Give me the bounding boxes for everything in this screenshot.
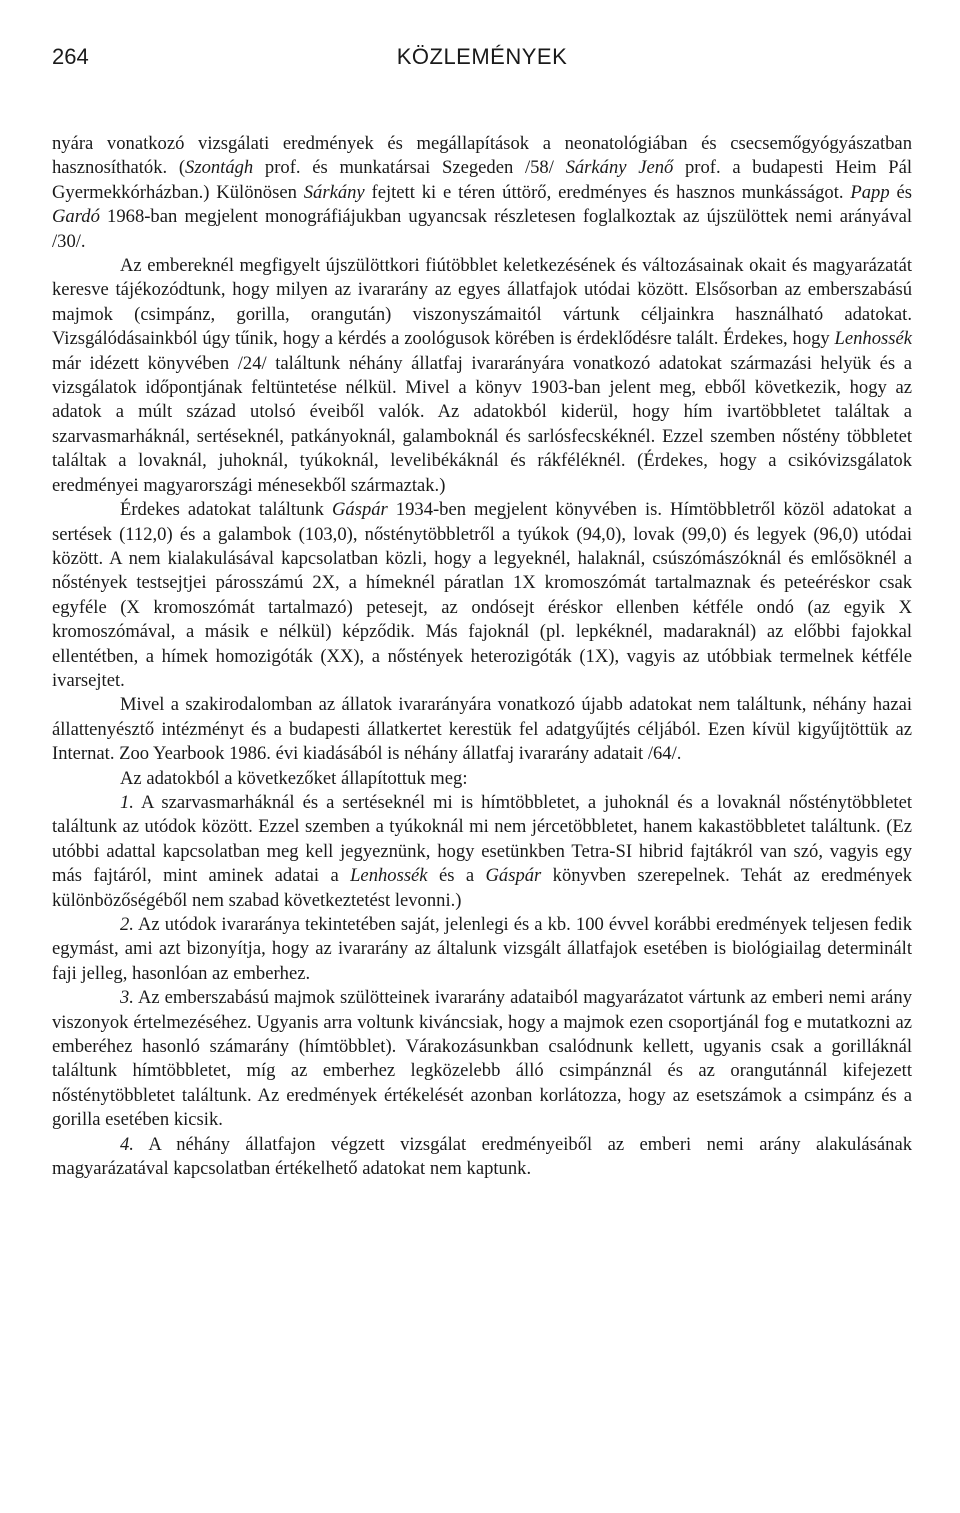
italic-text: Lenhossék — [350, 865, 428, 887]
text-run: és — [889, 181, 912, 203]
italic-text: 1. — [120, 791, 134, 813]
text-run: és a — [427, 865, 486, 887]
paragraph-2 — [52, 254, 912, 498]
body-text — [52, 132, 912, 1181]
italic-text: Szontágh — [185, 157, 254, 179]
italic-text: Gáspár — [485, 865, 542, 887]
text-run: Az emberszabású majmok szülötteinek ivararány adataiból magyarázatot vártunk az emberi nemi arány viszonyok értelmezéséhez. Ugyanis arra voltunk kiváncsiak, hogy a majmok ezen csoportjánál fog e mutatkozni az emberéhez hasonló számarány (hímtöbblet). Várakozásunkban csalódnunk kellett, ugyanis csak a gorilláknál találtunk hímtöbbletet, míg az emberhez legközelebb álló csimpánznál és az orangutánnál kifejezett nősténytöbbletet találtunk. Az eredmények értékelését azonban korlátozza, hogy az esetszámok a csimpánz és a gorilla esetében kicsik. — [52, 987, 912, 1131]
text-run: Mivel a szakirodalomban az állatok ivararányára vonatkozó újabb adatokat nem találtunk, néhány hazai állattenyésztő intézményt és a budapesti állatkertet kerestük fel adatgyűjtés céljából. Ezen kívül kigyűjtöttük az Internat. Zoo Yearbook 1986. évi kiadásából is néhány állatfaj ivararány adatait /64/. — [52, 694, 912, 765]
italic-text: 3. — [120, 987, 134, 1009]
conclusion-item-4 — [52, 1133, 912, 1182]
paragraph-1 — [52, 132, 912, 254]
text-run: Érdekes adatokat találtunk — [120, 499, 332, 521]
text-run: Az adatokból a következőket állapítottuk meg: — [120, 767, 468, 789]
conclusion-item-2 — [52, 913, 912, 986]
text-run: nyára vonatkozó vizsgálati eredmények és megállapítások a neonatológiában és csecsemőgyógyászatban hasznosíthatók. ( — [52, 133, 912, 179]
paragraph-5 — [52, 767, 912, 791]
italic-text: Sárkány — [303, 181, 365, 203]
italic-text: Lenhossék — [834, 328, 912, 350]
text-run: 1934-ben megjelent könyvében is. Hímtöbbletről közöl adatokat a sertések (112,0) és a galambok (103,0), nősténytöbbletről a tyúkok (94,0), lovak (99,0) és legyek (96,0) utódai között. A nem kialakulásával kapcsolatban közli, hogy a legyeknél, halaknál, csúszómászóknál és emlősöknél a nőstények testsejtjei párosszámú 2X, a hímeknél páratlan 1X kromoszómát tartalmaznak és peteéréskor csak egyféle (X kromoszómát tartalmazó) petesejt, az ondósejt éréskor ellenben kétféle ondó (az egyik X kromoszómával, a másik e nélkül) képződik. Más fajoknál (pl. lepkéknél, madaraknál) az előbbi fajokkal ellentétben, a hímek homozigóták (XX), a nőstények heterozigóták (1X), vagyis az utóbbiak termelnek kétféle ivarsejtet. — [52, 499, 912, 691]
text-run: fejtett ki e téren úttörő, eredményes és hasznos munkásságot. — [364, 181, 851, 203]
page-header — [52, 40, 912, 80]
text-run: Az utódok ivararánya tekintetében saját, jelenlegi és a kb. 100 évvel korábbi eredmények teljesen fedik egymást, ami azt bizonyítja, hogy az ivararány az általunk vizsgált állatfajok esetében is biológiailag determinált faji jelleg, hasonlóan az emberhez. — [52, 914, 912, 984]
paragraph-4 — [52, 693, 912, 766]
paragraph-3 — [52, 498, 912, 693]
text-run: Az embereknél megfigyelt újszülöttkori fiútöbblet keletkezésének és változásainak okait és magyarázatát keresve tájékozódtunk, hogy milyen az ivararány az egyes állatfajok utódai között. Elsősorban az emberszabású majmok (csimpánz, gorilla, orangután) viszonyszámaitól vártunk céljainkra használható adatokat. Vizsgálódásainkból úgy tűnik, hogy a kérdés a zoológusok körében is érdeklődésre talált. Érdekes, hogy — [52, 255, 912, 350]
conclusion-item-1 — [52, 791, 912, 913]
italic-text: Gardó — [52, 206, 100, 228]
text-run: A szarvasmarháknál és a sertéseknél mi is hímtöbbletet, a juhoknál és a lovaknál nősténytöbbletet találtunk az utódok között. Ezzel szemben a tyúkoknál mi nem jércetöbbletet, hanem kakastöbbletet találtunk. (Ez utóbbi adattal kapcsolatban meg kell jegyeznünk, hogy esetünkben Tetra-SI hibrid fajtákról van szó, vagyis egy más fajtáról, mint aminek adatai a — [52, 791, 912, 887]
conclusion-item-3 — [52, 986, 912, 1132]
text-run: már idézett könyvében /24/ találtunk néhány állatfaj ivararányára vonatkozó adatokat származási helyük és a vizsgálatok időpontjának feltüntetése nélkül. Mivel a könyv 1903-ban jelent meg, ebből következik, hogy az adatok a múlt század utolsó éveiből valók. Az adatokból kiderül, hogy hím ivartöbbletet találtak a szarvasmarháknál, sertéseknél, patkányoknál, galamboknál és sarlósfecskéknél. Ezzel szemben nőstény többletet találtak a lovaknál, juhoknál, tyúkoknál, levelibékáknál és rákféléknél. (Érdekes, hogy a csikóvizsgálatok eredményei magyarországi ménesekből származtak.) — [52, 352, 912, 496]
italic-text: Sárkány Jenő — [565, 157, 674, 179]
italic-text: Papp — [850, 181, 890, 203]
running-head: KÖZLEMÉNYEK — [396, 44, 568, 69]
italic-text: 2. — [120, 914, 134, 935]
text-run: 1968-ban megjelent monográfiájukban ugyancsak részletesen foglalkoztak az újszülöttek nemi arányával /30/. — [52, 206, 912, 252]
page-number: 264 — [52, 44, 89, 69]
text-run: prof. a budapesti Heim Pál Gyermekkórházban.) Különösen — [52, 157, 913, 203]
italic-text: Gáspár — [331, 499, 388, 521]
text-run: A néhány állatfajon végzett vizsgálat eredményeiből az emberi nemi arány alakulásának magyarázatával kapcsolatban értékelhető adatokat nem kaptunk. — [52, 1133, 912, 1180]
text-run: prof. és munkatársai Szegeden /58/ — [253, 157, 566, 179]
italic-text: 4. — [120, 1133, 134, 1155]
text-run: könyvben szerepelnek. Tehát az eredmények különbözőségéből nem szabad következtetést levonni.) — [52, 865, 913, 911]
